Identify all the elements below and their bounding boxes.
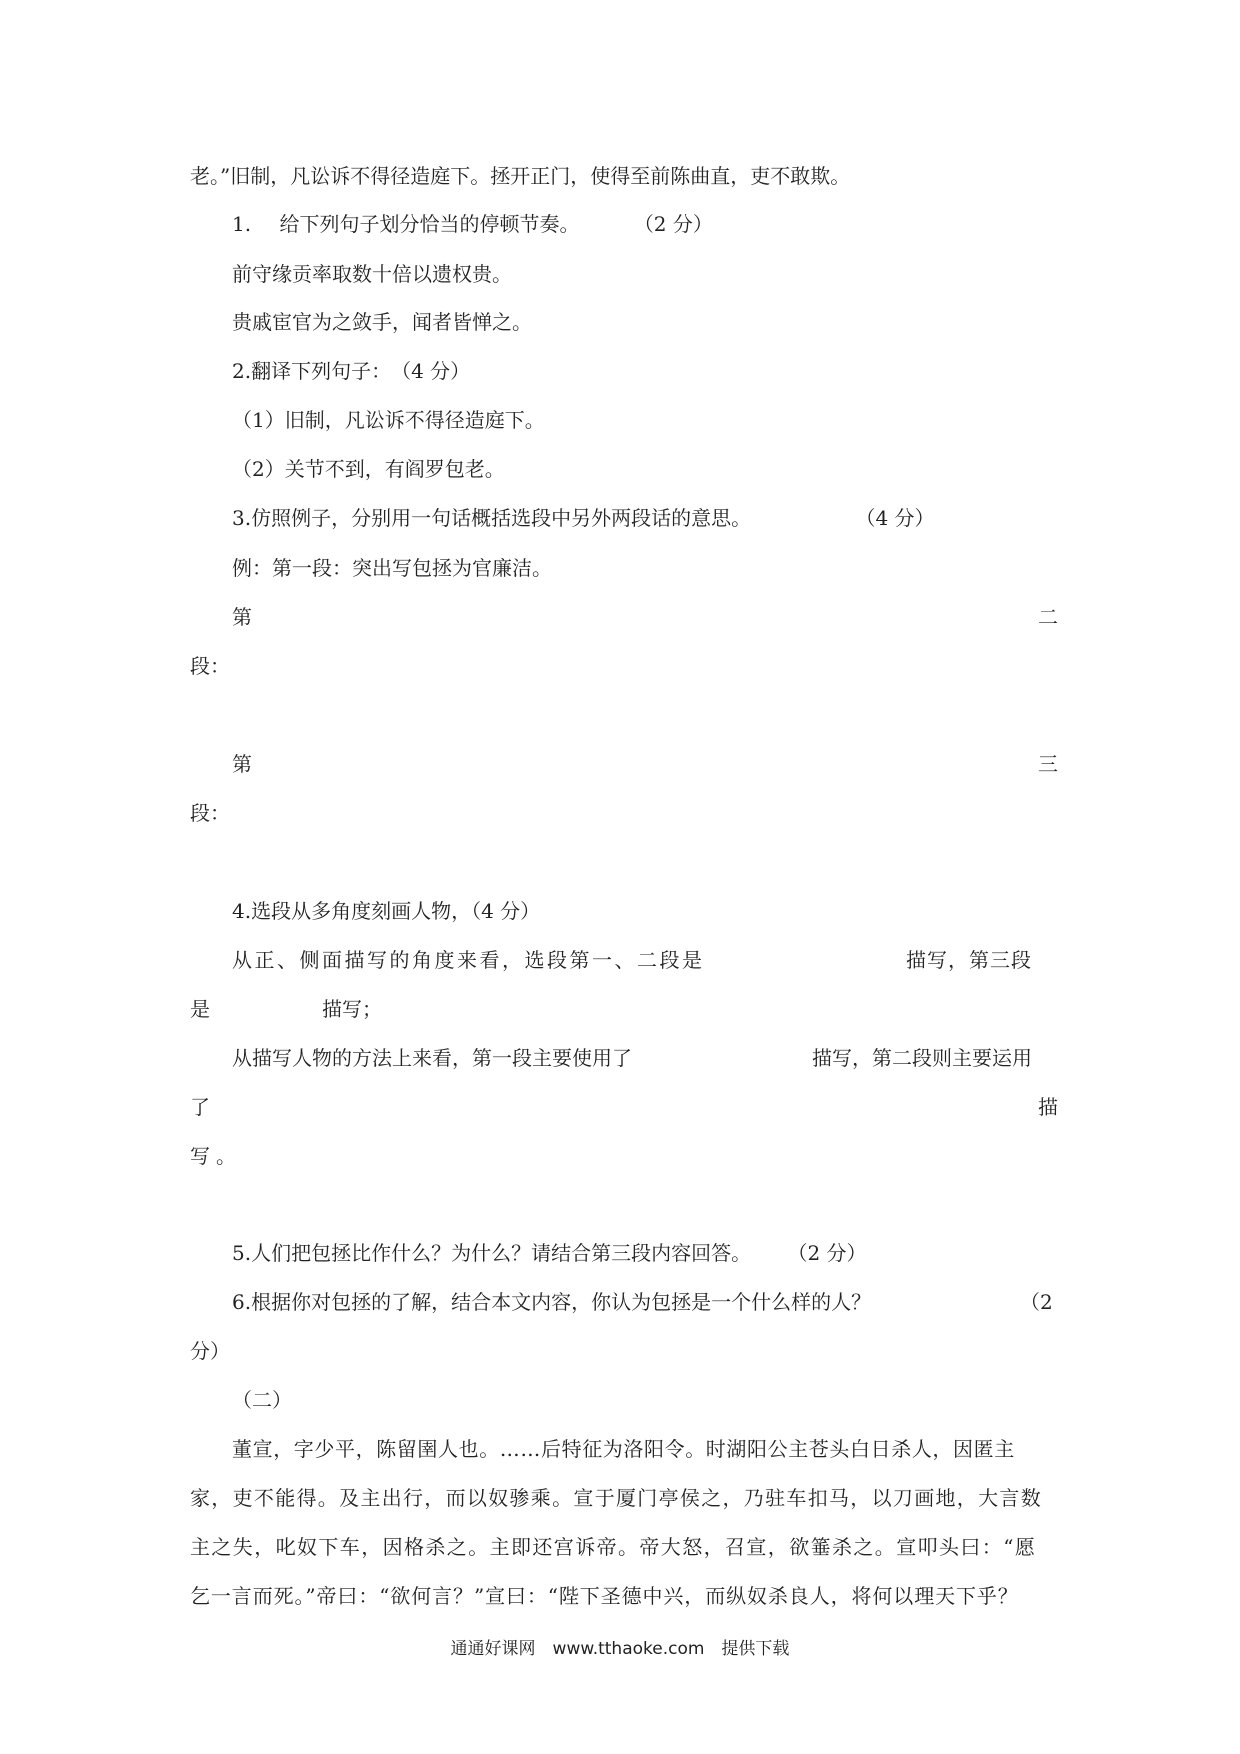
question-1-sentence-2: 贵戚宦官为之敛手，闻者皆惮之。 <box>232 310 532 334</box>
question-4-line-3b: 描写，第二段则主要运用 <box>812 1046 1032 1070</box>
section-two-heading: （二） <box>232 1388 292 1412</box>
q3-para2-answer-label: 段： <box>190 654 230 678</box>
question-4-line-5: 写。 <box>190 1144 242 1168</box>
question-1 <box>232 212 713 236</box>
q3-para2-second: 二 <box>1038 605 1058 629</box>
q3-para3-third: 三 <box>1038 752 1058 776</box>
question-5-text: 5.人们把包拯比作什么？为什么？请结合第三段内容回答。 <box>232 1241 752 1265</box>
question-4-line-4a: 了 <box>190 1095 210 1119</box>
question-6-text: 6.根据你对包拯的了解，结合本文内容，你认为包拯是一个什么样的人？ <box>232 1290 872 1314</box>
page-footer: 通通好课网 www.tthaoke.com 提供下载 <box>450 1639 790 1659</box>
question-1-number: 1. <box>232 212 252 236</box>
question-3 <box>232 506 935 530</box>
question-4-line-2b: 描写； <box>322 997 382 1021</box>
question-3-score: （4 分） <box>855 506 935 530</box>
question-4: 4.选段从多角度刻画人物，（4 分） <box>232 899 541 923</box>
question-1-text: 给下列句子划分恰当的停顿节奏。 <box>279 212 580 236</box>
question-6-score: （2 <box>1020 1290 1053 1314</box>
question-5-score: （2 分） <box>787 1241 867 1265</box>
passage-line-3: 主之失，叱奴下车，因格杀之。主即还宫诉帝。帝大怒，召宣，欲箠杀之。宣叩头曰：“愿 <box>190 1535 1037 1559</box>
question-4-line-1a: 从正、侧面描写的角度来看，选段第一、二段是 <box>232 948 705 972</box>
passage-line-4: 乞一言而死。”帝曰：“欲何言？”宣曰：“陛下圣德中兴，而纵奴杀良人，将何以理天下乎？ <box>190 1584 1019 1608</box>
question-2: 2.翻译下列句子： （4 分） <box>232 359 471 383</box>
q3-para3-first: 第 <box>232 752 252 776</box>
question-4-line-4b: 描 <box>1038 1095 1058 1119</box>
question-6-score-continued: 分） <box>190 1339 230 1363</box>
q3-para3-answer-label: 段： <box>190 801 230 825</box>
question-2-item-1: （1）旧制，凡讼诉不得径造庭下。 <box>232 408 545 432</box>
passage-line-2: 家，吏不能得。及主出行，而以奴骖乘。宣于厦门亭侯之，乃驻车扣马，以刀画地，大言数 <box>190 1486 1042 1510</box>
question-1-sentence-1: 前守缘贡率取数十倍以遗权贵。 <box>232 262 512 286</box>
question-4-line-1b: 描写，第三段 <box>906 948 1032 972</box>
question-4-line-3a: 从描写人物的方法上来看，第一段主要使用了 <box>232 1046 632 1070</box>
question-6 <box>232 1290 871 1314</box>
passage-continuation-line: 老。”旧制，凡讼诉不得径造庭下。拯开正门，使得至前陈曲直，吏不敢欺。 <box>190 164 851 188</box>
passage-line-1: 董宣，字少平，陈留圉人也。……后特征为洛阳令。时湖阳公主苍头白日杀人，因匿主 <box>232 1437 1015 1461</box>
question-2-item-2: （2）关节不到，有阎罗包老。 <box>232 457 505 481</box>
question-3-text: 3.仿照例子，分别用一句话概括选段中另外两段话的意思。 <box>232 506 752 530</box>
q3-para2-first: 第 <box>232 605 252 629</box>
question-4-line-2a: 是 <box>190 997 210 1021</box>
question-5 <box>232 1241 867 1265</box>
question-1-score: （2 分） <box>633 212 713 236</box>
question-3-example: 例：第一段：突出写包拯为官廉洁。 <box>232 556 552 580</box>
